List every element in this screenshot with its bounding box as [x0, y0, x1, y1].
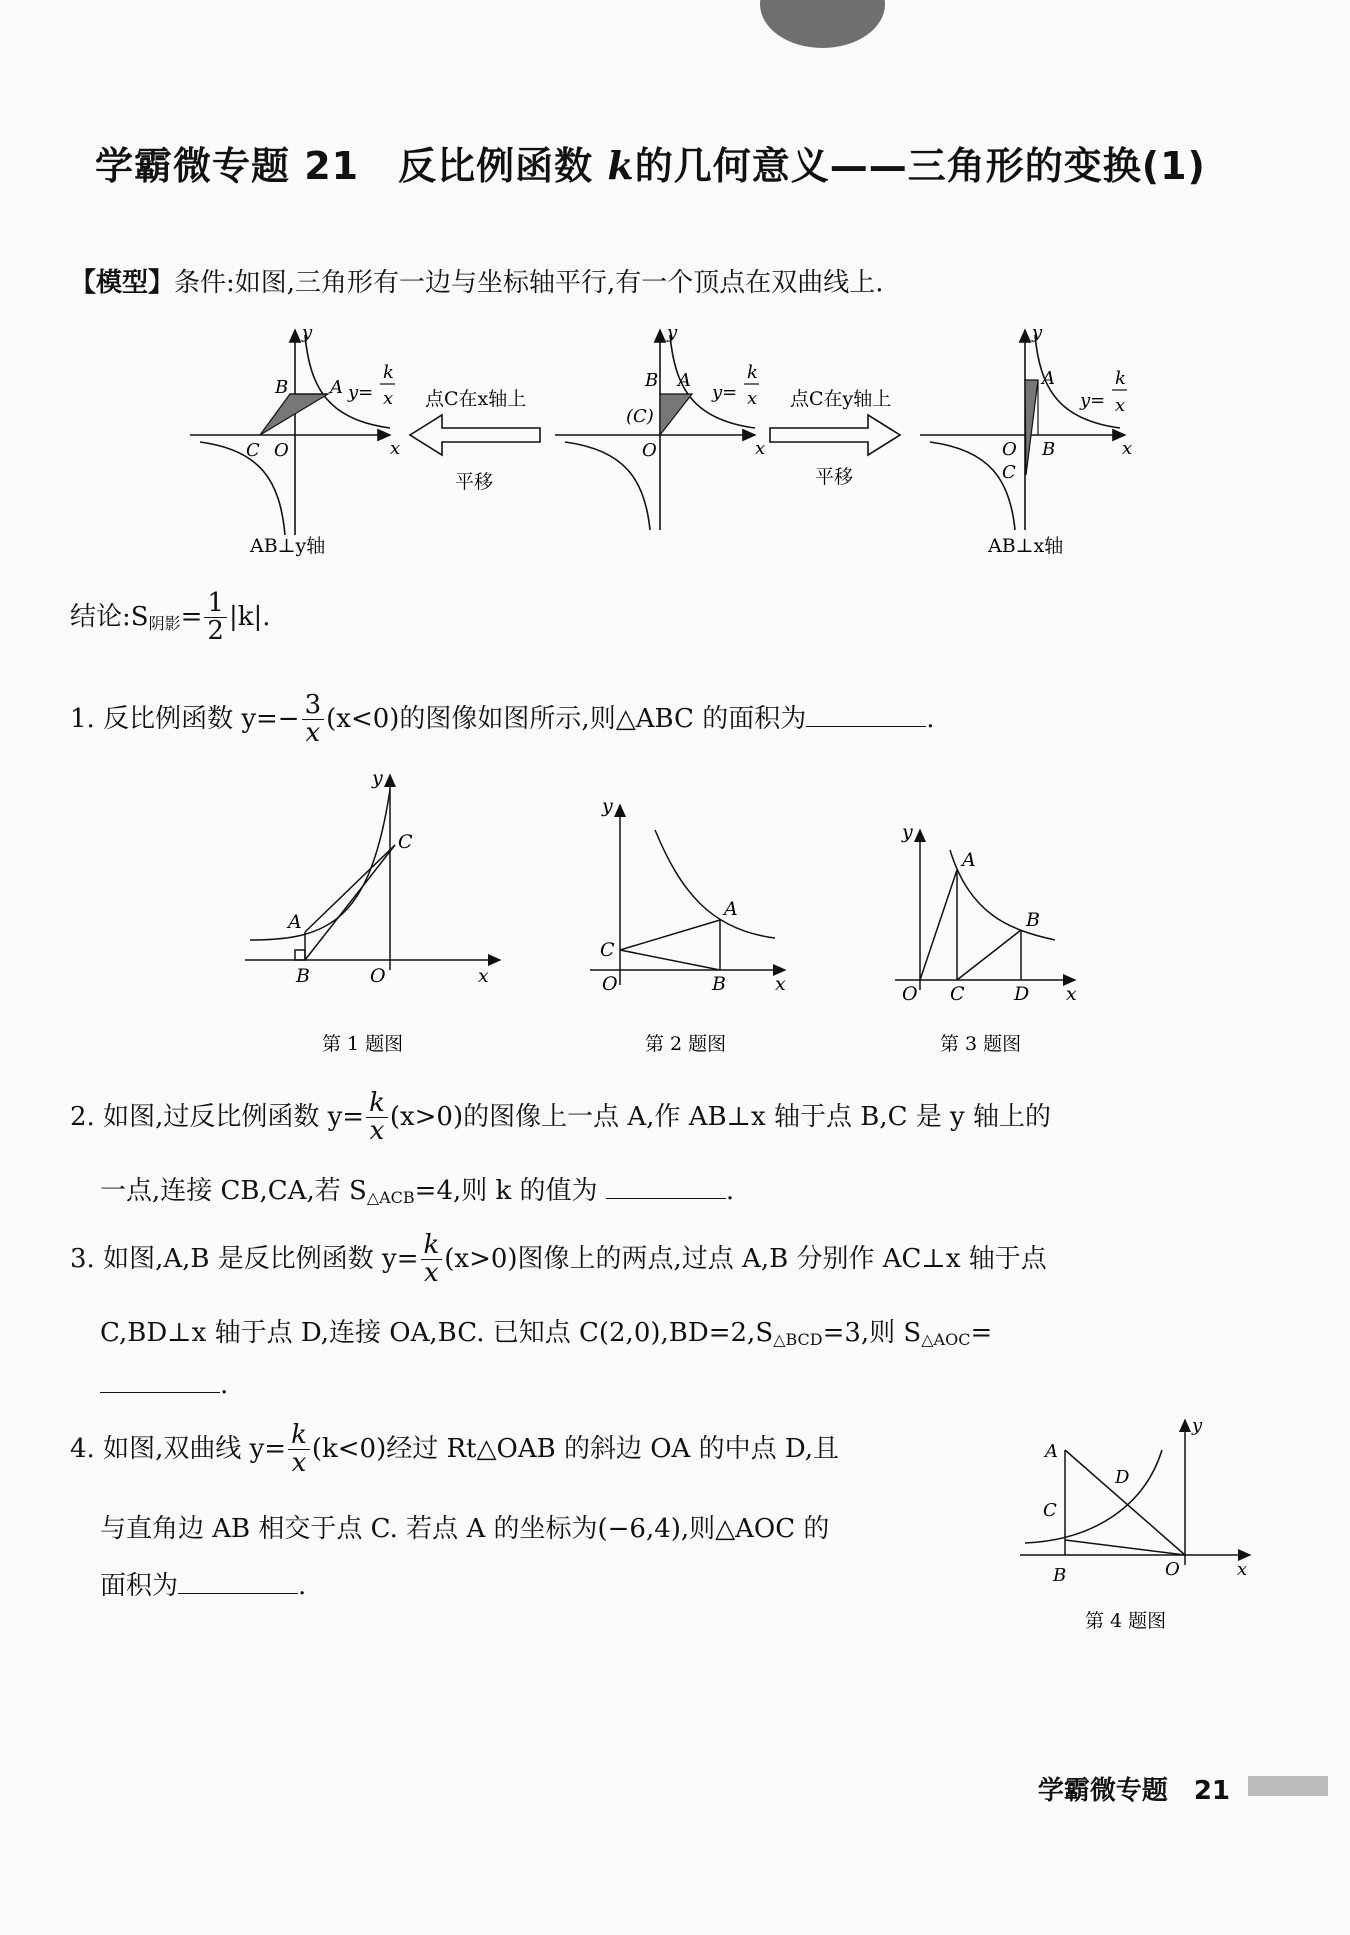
svg-text:x: x: [390, 438, 401, 459]
svg-text:O: O: [370, 965, 386, 987]
answer-blank-1[interactable]: [806, 704, 926, 727]
svg-text:点C在x轴上: 点C在x轴上: [425, 388, 527, 410]
problem-4: 4. 如图,双曲线 y= $\frac{k}{x}$ (k<0)经过 Rt△OAB 的斜边 OA 的中点 D,且: [70, 1420, 840, 1479]
svg-text:O: O: [274, 440, 289, 461]
svg-text:AB⊥y轴: AB⊥y轴: [250, 535, 326, 557]
svg-text:第 2 题图: 第 2 题图: [645, 1033, 727, 1055]
figure-4: [1015, 1415, 1275, 1640]
svg-text:y: y: [1032, 322, 1043, 343]
svg-text:y: y: [602, 795, 613, 817]
svg-text:y=: y=: [1080, 390, 1106, 411]
answer-blank-2[interactable]: [606, 1176, 726, 1199]
page-footer: 学霸微专题 21: [1037, 1776, 1230, 1806]
hollow-arrow-left: [410, 415, 540, 455]
page-corner-disc: [760, 0, 885, 48]
svg-text:O: O: [1165, 1559, 1180, 1580]
svg-text:B: B: [275, 377, 289, 398]
svg-text:y: y: [667, 322, 678, 343]
svg-text:A: A: [678, 370, 691, 391]
footer-bar: [1248, 1776, 1328, 1796]
svg-text:B: B: [1026, 909, 1040, 931]
svg-text:点C在y轴上: 点C在y轴上: [790, 388, 892, 410]
problem-2: 2. 如图,过反比例函数 y= $\frac{k}{x}$ (x>0)的图像上一点 A,作 AB⊥x 轴于点 B,C 是 y 轴上的: [70, 1088, 1051, 1147]
svg-text:x: x: [478, 965, 489, 987]
svg-text:B: B: [712, 973, 726, 995]
svg-text:k: k: [1115, 368, 1126, 389]
svg-text:A: A: [1042, 368, 1055, 389]
svg-text:A: A: [288, 911, 302, 933]
svg-text:A: A: [1045, 1441, 1058, 1462]
svg-text:B: B: [645, 370, 659, 391]
svg-text:D: D: [1014, 983, 1030, 1005]
svg-text:O: O: [1002, 439, 1017, 460]
svg-text:O: O: [902, 983, 918, 1005]
svg-text:y: y: [902, 821, 913, 843]
svg-text:第 1 题图: 第 1 题图: [322, 1033, 404, 1055]
svg-text:第 4 题图: 第 4 题图: [1085, 1610, 1167, 1632]
model-condition: 【模型】条件:如图,三角形有一边与坐标轴平行,有一个顶点在双曲线上.: [70, 268, 884, 298]
svg-text:O: O: [602, 973, 618, 995]
model-right-triangle: [1025, 380, 1038, 475]
svg-text:x: x: [747, 388, 758, 409]
svg-text:y: y: [302, 322, 313, 343]
svg-text:C: C: [398, 831, 413, 853]
model-middle-triangle: [660, 394, 692, 435]
svg-text:x: x: [383, 388, 394, 409]
svg-text:y=: y=: [712, 382, 738, 403]
svg-text:A: A: [962, 849, 976, 871]
svg-text:B: B: [296, 965, 310, 987]
svg-text:C: C: [950, 983, 965, 1005]
figures-1-3: [230, 770, 1110, 1060]
svg-text:x: x: [1237, 1559, 1248, 1580]
svg-text:y=: y=: [348, 382, 374, 403]
svg-text:C: C: [1002, 462, 1016, 483]
answer-blank-4[interactable]: [178, 1571, 298, 1594]
svg-text:AB⊥x轴: AB⊥x轴: [988, 535, 1064, 557]
svg-text:平移: 平移: [815, 466, 854, 488]
problem-1: 1. 反比例函数 y=− $\frac{3}{x}$ (x<0)的图像如图所示,则△ABC 的面积为 .: [70, 690, 935, 749]
svg-text:x: x: [755, 438, 766, 459]
svg-text:A: A: [330, 377, 343, 398]
svg-text:B: B: [1053, 1565, 1067, 1586]
problem-4-line-2: 与直角边 AB 相交于点 C. 若点 A 的坐标为(−6,4),则△AOC 的: [100, 1514, 830, 1544]
svg-text:O: O: [642, 440, 657, 461]
model-conclusion: 结论$:S_{阴影}=$ $\frac{1}{2}$ |k|.: [70, 588, 271, 647]
svg-text:C: C: [1043, 1500, 1057, 1521]
problem-3-line-3: .: [100, 1370, 228, 1400]
svg-text:y: y: [1192, 1415, 1203, 1436]
svg-text:C: C: [600, 939, 615, 961]
svg-text:k: k: [747, 362, 758, 383]
svg-text:平移: 平移: [455, 471, 494, 493]
model-left-triangle: [260, 394, 328, 435]
svg-text:B: B: [1042, 439, 1056, 460]
svg-text:x: x: [775, 973, 786, 995]
svg-text:A: A: [724, 898, 738, 920]
svg-text:k: k: [383, 362, 394, 383]
problem-4-line-3: 面积为 .: [100, 1571, 307, 1601]
answer-blank-3[interactable]: [100, 1370, 220, 1393]
svg-text:D: D: [1115, 1467, 1130, 1488]
problem-2-line-2: 一点,连接 CB,CA,若 $S_{\triangle ACB}=4$,则 k 的值为 .: [100, 1176, 735, 1207]
hollow-arrow-right: [770, 415, 900, 455]
model-diagrams: [180, 320, 1180, 570]
problem-3-line-2: C,BD⊥x 轴于点 D,连接 OA,BC. 已知点 $C(2,0),BD=2,S_{\triangle BCD}=3$,则 $S_{\triangle AOC}=$: [100, 1318, 993, 1349]
problem-3: 3. 如图,A,B 是反比例函数 y= $\frac{k}{x}$ (x>0)图像上的两点,过点 A,B 分别作 AC⊥x 轴于点: [70, 1230, 1047, 1289]
page-title: 学霸微专题 21 反比例函数 k的几何意义——三角形的变换(1): [95, 143, 1206, 188]
svg-text:y: y: [372, 770, 383, 789]
svg-text:(C): (C): [626, 406, 654, 427]
svg-text:x: x: [1115, 395, 1126, 416]
svg-text:C: C: [246, 440, 260, 461]
svg-text:第 3 题图: 第 3 题图: [940, 1033, 1022, 1055]
svg-text:x: x: [1122, 438, 1133, 459]
svg-text:x: x: [1066, 983, 1077, 1005]
